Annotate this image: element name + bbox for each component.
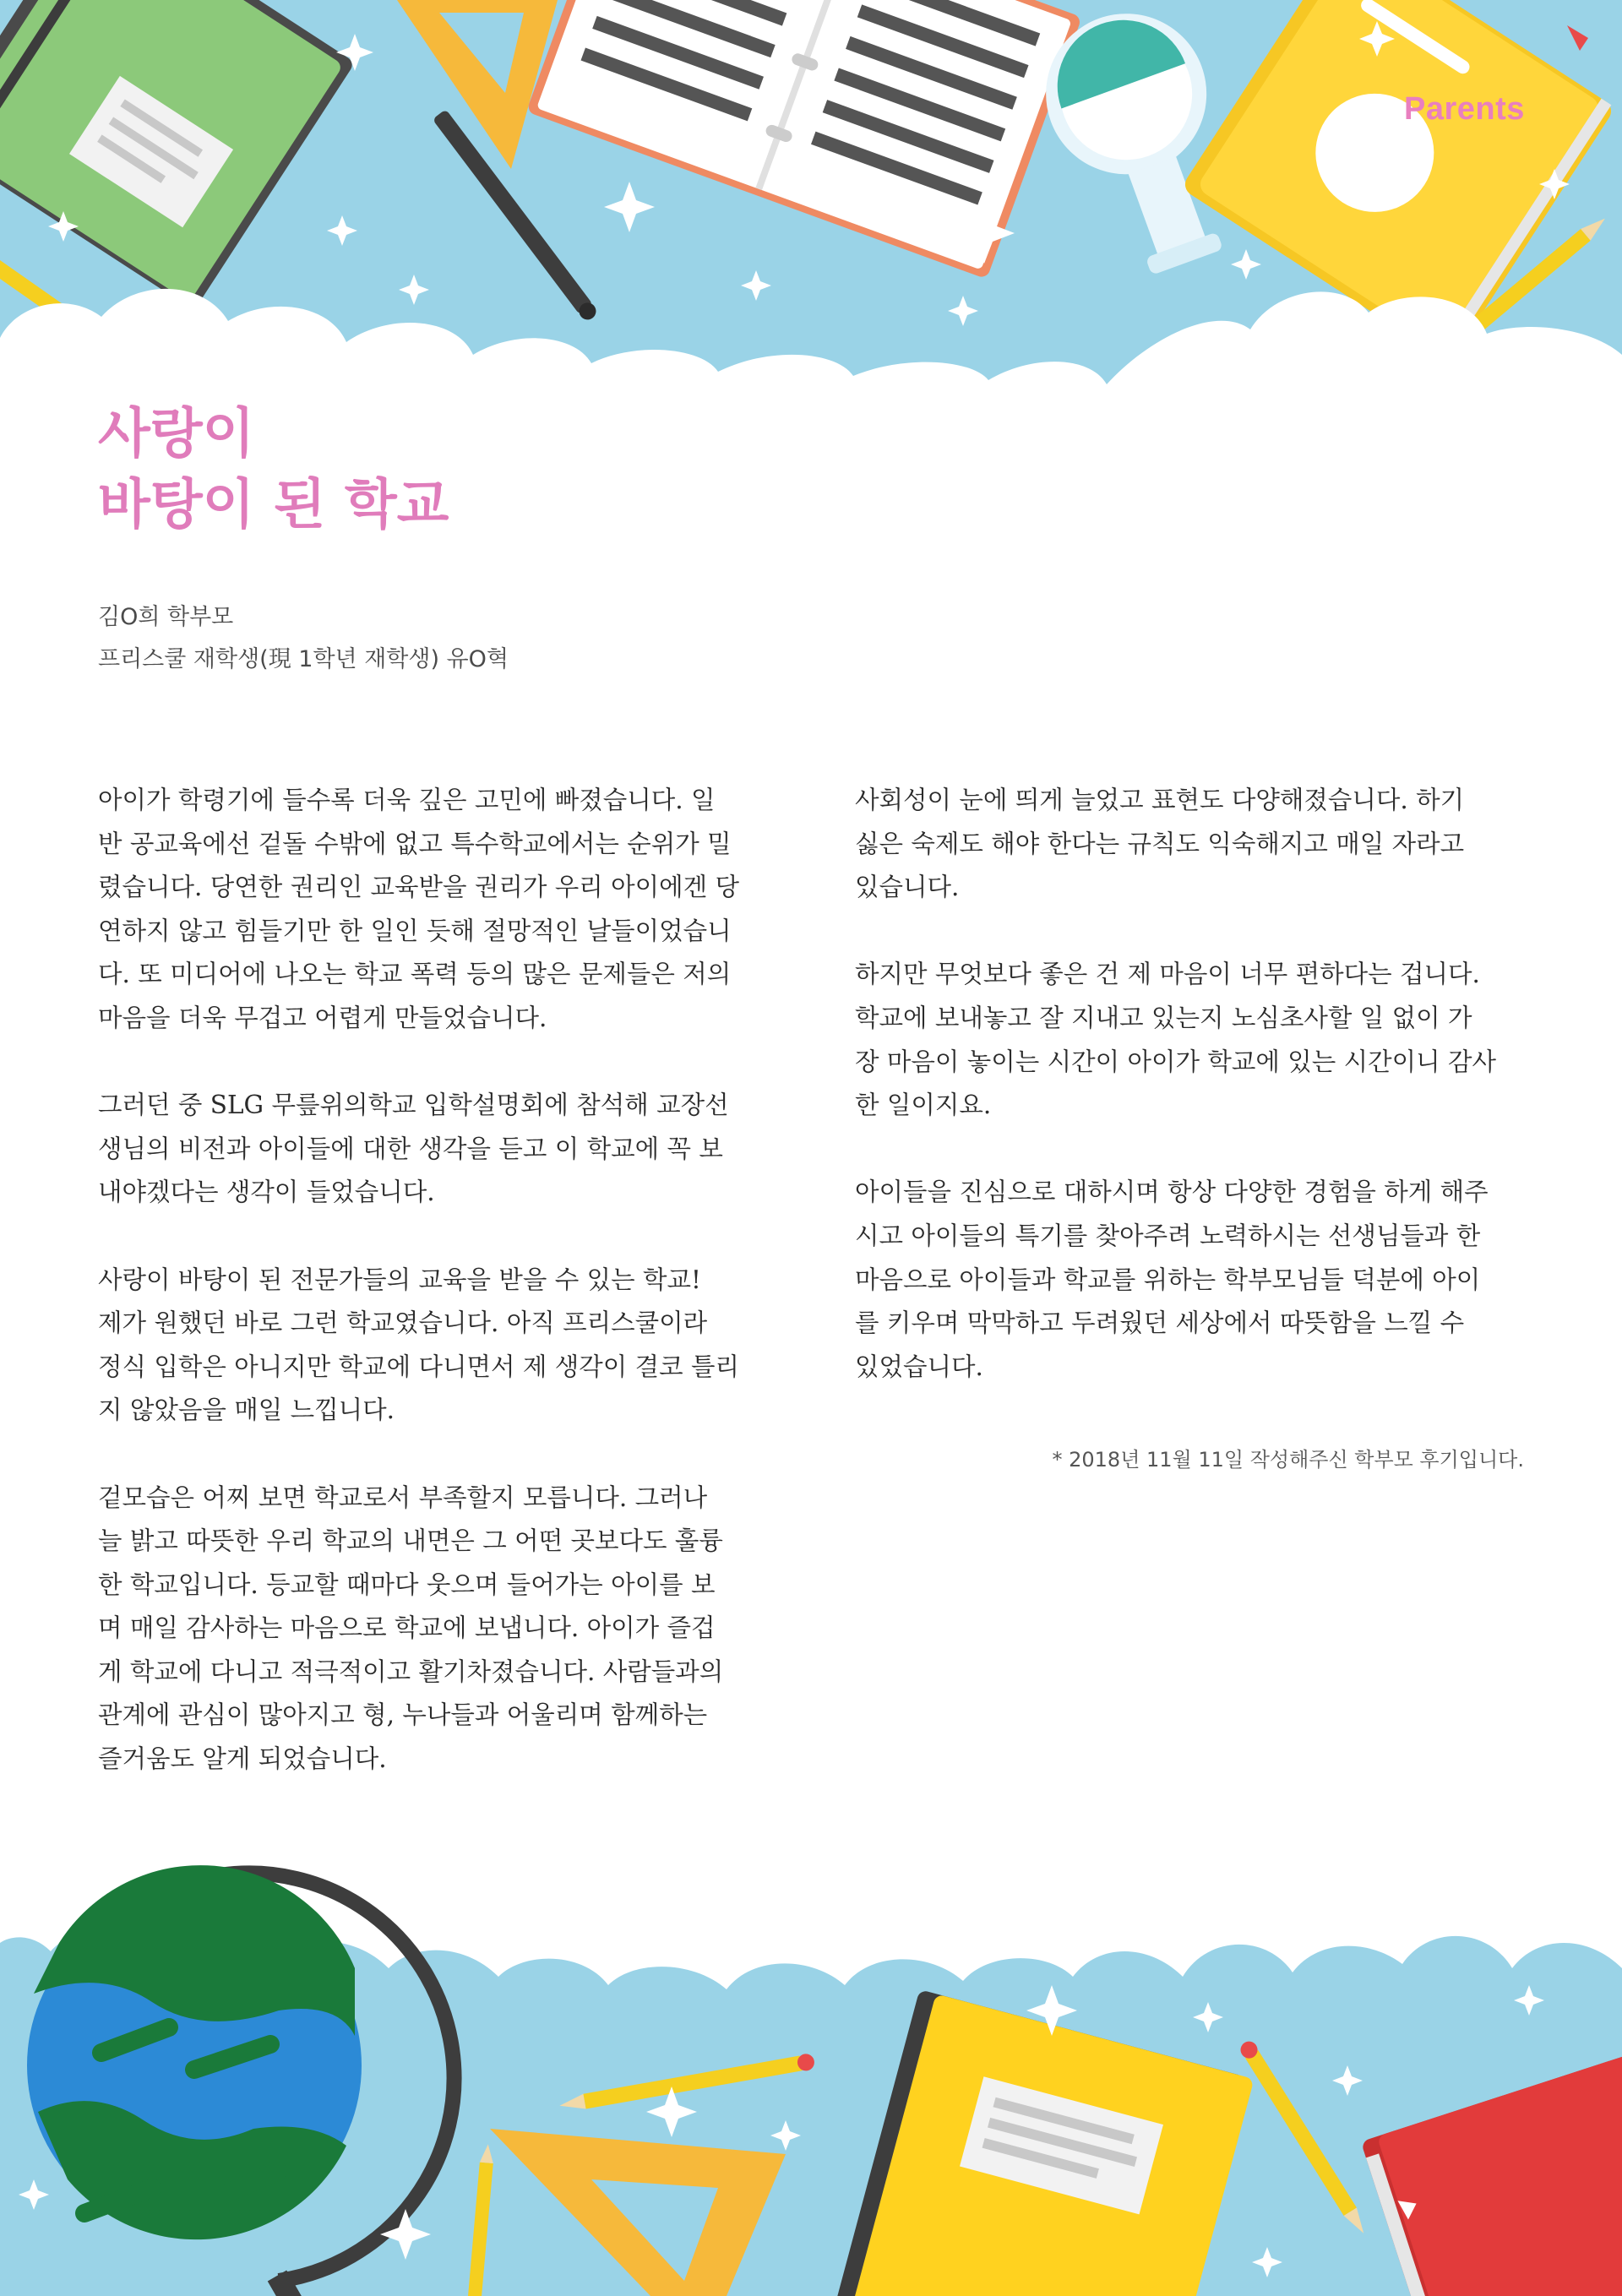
text-line: 생님의 비전과 아이들에 대한 생각을 듣고 이 학교에 꼭 보 <box>98 1134 723 1163</box>
footnote: * 2018년 11월 11일 작성해주신 학부모 후기입니다. <box>1052 1448 1524 1472</box>
text-line: 마음을 더욱 무겁고 어렵게 만들었습니다. <box>98 1003 547 1032</box>
text-line: 있습니다. <box>855 873 960 902</box>
text-line: 지 않았음을 매일 느낍니다. <box>98 1396 395 1425</box>
text-line: 사회성이 눈에 띄게 늘었고 표현도 다양해졌습니다. 하기 <box>855 786 1465 814</box>
section-label: Parents <box>1404 91 1525 127</box>
text-line: 아이들을 진심으로 대하시며 항상 다양한 경험을 하게 해주 <box>855 1178 1489 1207</box>
text-line: 정식 입학은 아니지만 학교에 다니면서 제 생각이 결코 틀리 <box>98 1352 739 1381</box>
text-line: 며 매일 감사하는 마음으로 학교에 보냅니다. 아이가 즐겁 <box>98 1613 716 1643</box>
paragraph <box>98 1477 774 1782</box>
text-line: 한 일이지요. <box>855 1091 992 1120</box>
text-line: 다. 또 미디어에 나오는 학교 폭력 등의 많은 문제들은 저의 <box>98 960 732 989</box>
paragraph <box>98 779 774 1041</box>
paragraph <box>98 1084 774 1215</box>
text-line: 렸습니다. 당연한 권리인 교육받을 권리가 우리 아이에겐 당 <box>98 873 739 902</box>
text-line: 연하지 않고 힘들기만 한 일인 듯해 절망적인 날들이었습니 <box>98 916 732 945</box>
text-line: 있었습니다. <box>855 1352 983 1381</box>
text-line: 그러던 중 SLG 무릎위의학교 입학설명회에 참석해 교장선 <box>98 1091 729 1120</box>
text-line: 장 마음이 놓이는 시간이 아이가 학교에 있는 시간이니 감사 <box>855 1047 1496 1076</box>
text-line: 시고 아이들의 특기를 찾아주려 노력하시는 선생님들과 한 <box>855 1221 1481 1250</box>
article-title <box>98 399 449 541</box>
text-line: 마음으로 아이들과 학교를 위하는 학부모님들 덕분에 아이 <box>855 1265 1481 1294</box>
text-line: 제가 원했던 바로 그런 학교였습니다. 아직 프리스쿨이라 <box>98 1309 708 1338</box>
author-name: 김O희 학부모 <box>98 604 234 630</box>
text-line: 싫은 숙제도 해야 한다는 규칙도 익숙해지고 매일 자라고 <box>855 829 1465 858</box>
paragraph <box>855 1171 1531 1389</box>
text-line: 사랑이 바탕이 된 전문가들의 교육을 받을 수 있는 학교! <box>98 1265 701 1294</box>
author-student: 프리스쿨 재학생(現 1학년 재학생) 유O혁 <box>98 646 509 672</box>
author-info <box>98 596 509 681</box>
text-line: 늘 밝고 따뜻한 우리 학교의 내면은 그 어떤 곳보다도 훌륭 <box>98 1526 723 1556</box>
text-line: 학교에 보내놓고 잘 지내고 있는지 노심초사할 일 없이 가 <box>855 1003 1472 1032</box>
text-line: 아이가 학령기에 들수록 더욱 깊은 고민에 빠졌습니다. 일 <box>98 786 716 814</box>
text-line: 를 키우며 막막하고 두려웠던 세상에서 따뜻함을 느낄 수 <box>855 1309 1465 1338</box>
left-column <box>98 779 774 1825</box>
title-line: 바탕이 된 학교 <box>98 473 449 536</box>
right-column <box>855 779 1531 1433</box>
paragraph <box>855 779 1531 910</box>
text-line: 반 공교육에선 겉돌 수밖에 없고 특수학교에서는 순위가 밀 <box>98 829 732 858</box>
text-line: 하지만 무엇보다 좋은 건 제 마음이 너무 편하다는 겁니다. <box>855 960 1480 989</box>
paragraph <box>98 1259 774 1433</box>
text-line: 겉모습은 어찌 보면 학교로서 부족할지 모릅니다. 그러나 <box>98 1483 708 1512</box>
paragraph <box>855 953 1531 1127</box>
text-line: 한 학교입니다. 등교할 때마다 웃으며 들어가는 아이를 보 <box>98 1570 716 1599</box>
top-banner-illustration <box>0 0 1622 439</box>
title-line: 사랑이 <box>98 402 255 465</box>
text-line: 내야겠다는 생각이 들었습니다. <box>98 1178 435 1207</box>
text-line: 관계에 관심이 많아지고 형, 누나들과 어울리며 함께하는 <box>98 1700 708 1730</box>
text-line: 게 학교에 다니고 적극적이고 활기차졌습니다. 사람들과의 <box>98 1657 724 1686</box>
bottom-banner-illustration <box>0 1842 1622 2296</box>
text-line: 즐거움도 알게 되었습니다. <box>98 1744 387 1774</box>
